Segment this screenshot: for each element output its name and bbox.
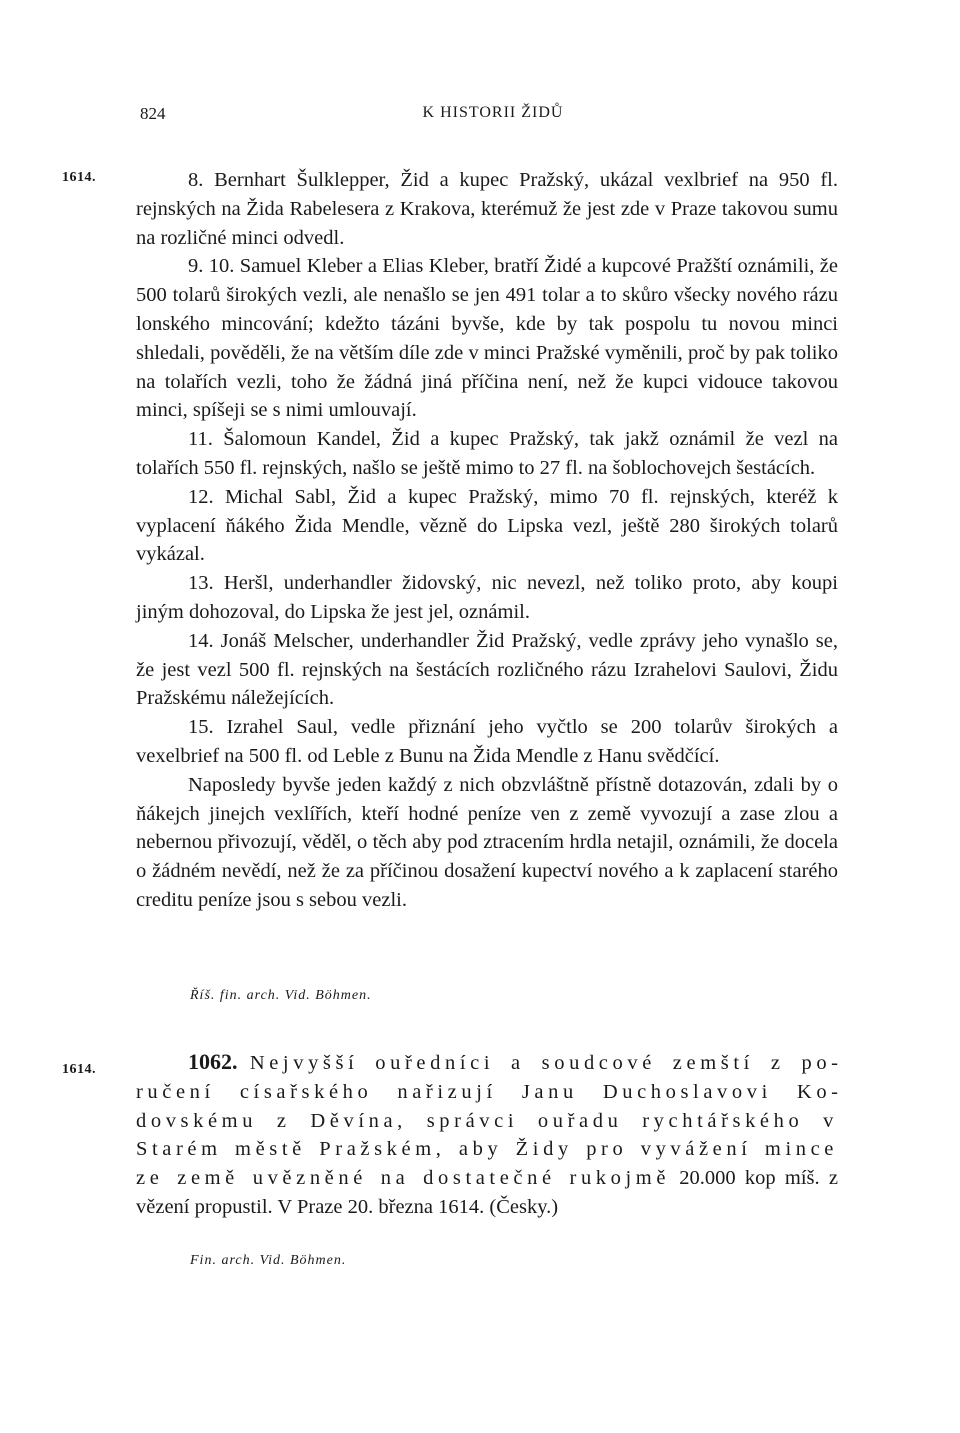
document-number: 1062. (188, 1049, 238, 1074)
page-header (140, 104, 846, 130)
document-summary-spaced: Nejvyšší ouředníci a soudcové zemští z poručení císařského nařizují Janu Duchoslavovi Kodovskému z Děvína, správci ouřadu rychtářského v Starém městě Pražském, aby Židy pro vyvážení mince ze země uvězněné na dostatečné rukojmě (136, 1052, 838, 1190)
section-1-text (136, 166, 838, 915)
paragraph-item-12: 12. Michal Sabl, Žid a kupec Pražský, mimo 70 fl. rejnských, kteréž k vyplacení ňákého Žida Mendle, vězně do Lipska vezl, ještě 280 širokých tolarů vykázal. (136, 485, 838, 566)
margin-year-2: 1614. (62, 1062, 96, 1077)
section-2-text (136, 1048, 838, 1222)
paragraph-item-11: 11. Šalomoun Kandel, Žid a kupec Pražský, tak jakž oznámil že vezl na tolařích 550 fl. rejnských, našlo se ještě mimo to 27 fl. na šoblochovejch šestácích. (136, 428, 838, 479)
paragraph-item-13: 13. Heršl, underhandler židovský, nic nevezl, než toliko proto, aby koupi jiným dohozoval, do Lipska že jest jel, oznámil. (136, 572, 838, 623)
paragraph-item-15: 15. Izrahel Saul, vedle přiznání jeho vyčtlo se 200 tolarův širokých a vexelbrief na 500 fl. od Leble z Bunu na Žida Mendle z Hanu svědčící. (136, 716, 838, 767)
document-date-language: V Praze 20. března 1614. (Česky.) (277, 1195, 559, 1218)
running-head: K HISTORII ŽIDŮ (422, 104, 564, 121)
document-1062-paragraph (136, 1048, 838, 1222)
source-citation-2: Fin. arch. Vid. Böhmen. (190, 1253, 347, 1268)
paragraph-item-9-10: 9. 10. Samuel Kleber a Elias Kleber, bratří Židé a kupcové Pražští oznámili, že 500 tolarů širokých vezli, ale nenašlo se jen 491 tolar a to skůro všecky nového rázu lonského mincování; kdežto tázáni byvše, kde by tak pospolu tu novou minci shledali, pověděli, že na větším díle zde v minci Pražské vyměnili, proč by pak toliko na tolařích vezli, toho že žádná jiná příčina není, než že kupci vidouce takovou minci, spíšeji se s nimi umlouvají. (136, 255, 838, 422)
page-number: 824 (140, 104, 166, 123)
source-citation-1: Říš. fin. arch. Vid. Böhmen. (190, 988, 372, 1003)
paragraph-conclusion: Naposledy byvše jeden každý z nich obzvláštně přístně dotazován, zdali by o ňákejch jinejch vexlířích, kteří hodné peníze ven z země vyvozují a zase zlou a nebernou přivozují, věděl, o těch aby pod ztracením hrdla netajil, oznámili, že docela o žádném nevědí, než že za příčinou dosažení kupectví nového a k zaplacení starého creditu peníze jsou s sebou vezli. (136, 773, 838, 911)
paragraph-item-14: 14. Jonáš Melscher, underhandler Žid Pražský, vedle zprávy jeho vynašlo se, že jest vezl 500 fl. rejnských na šestácích rozličného rázu Izrahelovi Saulovi, Židu Pražskému náležejících. (136, 629, 838, 710)
margin-year-1: 1614. (62, 170, 96, 185)
document-summary-release: 20.000 kop míš. z vězení propustil. (136, 1167, 838, 1218)
paragraph-item-8: 8. Bernhart Šulklepper, Žid a kupec Pražský, ukázal vexlbrief na 950 fl. rejnských na Žida Rabelesera z Krakova, kterémuž že jest zde v Praze takovou sumu na rozličné minci odvedl. (136, 169, 838, 249)
